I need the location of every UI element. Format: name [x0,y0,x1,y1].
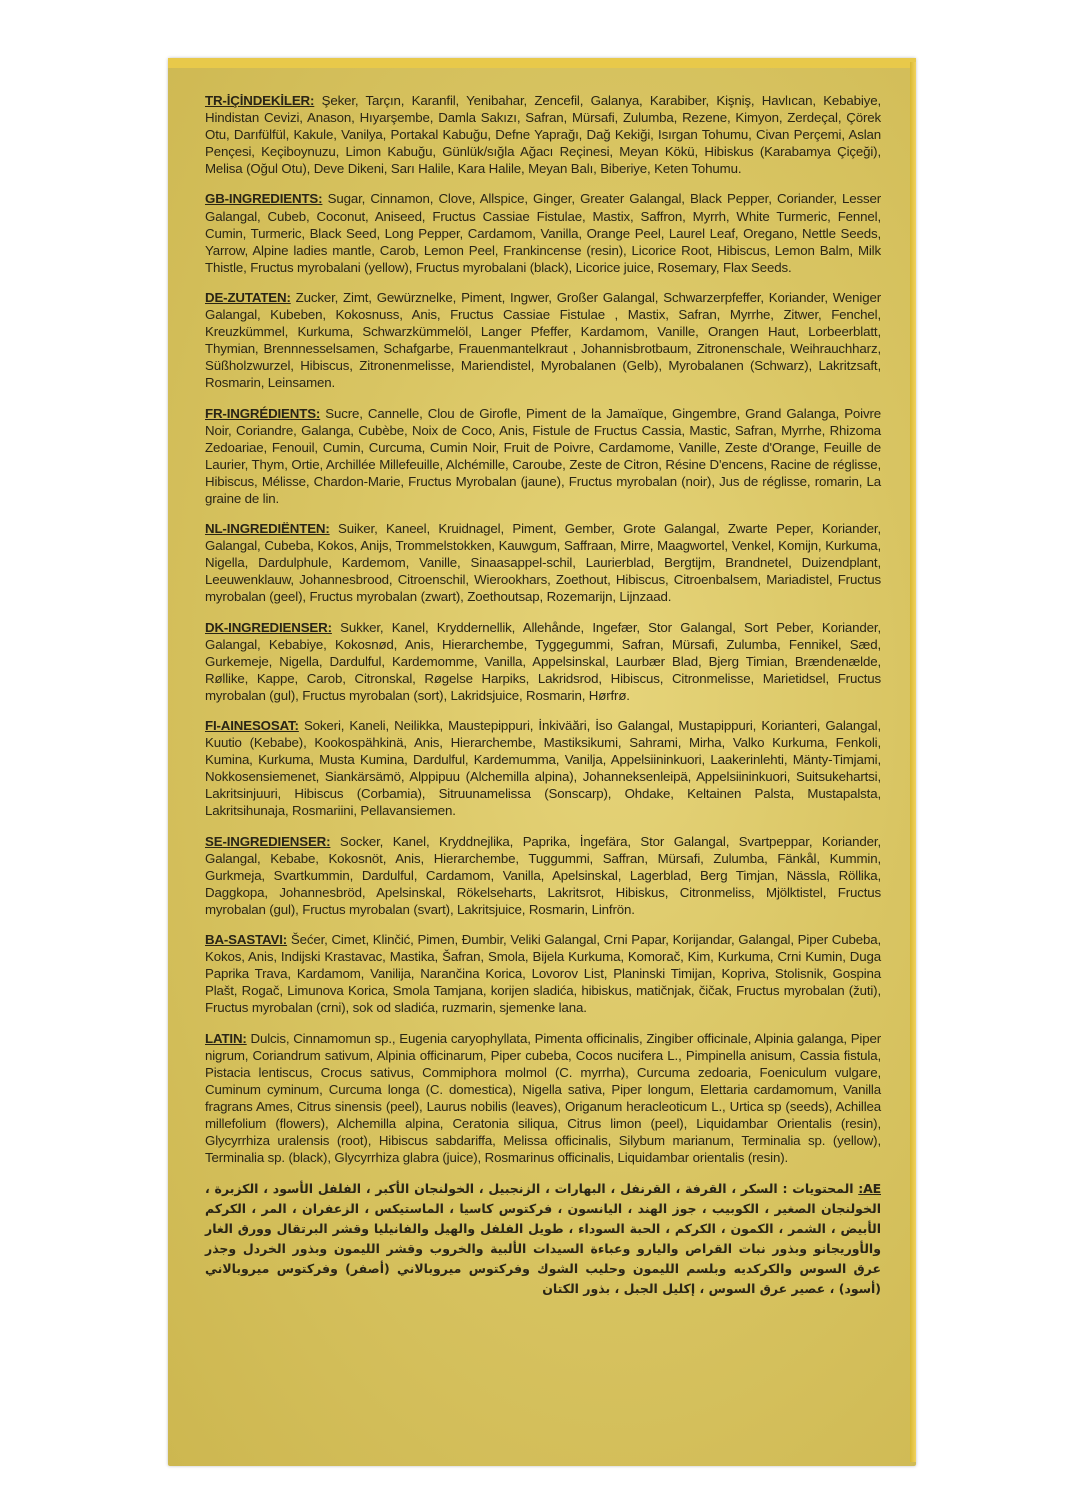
ingredients-ae [205,1179,881,1299]
section-text: Dulcis, Cinnamomun sp., Eugenia caryophyllata, Pimenta officinalis, Zingiber officinale, Alpinia galanga, Piper nigrum, Coriandrum sativum, Alpinia officinarum, Piper cubeba, Cocos nucifera L., Pimpinella anisum, Cassia fistula, Pistacia lentiscus, Crocus sativus, Commiphora molmol (C. myrrha), Curcuma zedoaria, Foeniculum vulgare, Cuminum cyminum, Curcuma longa (C. domestica), Nigella sativa, Piper longum, Elettaria cardamomum, Vanilla fragrans Ames, Citrus sinensis (peel), Laurus nobilis (leaves), Origanum heracleoticum L., Urtica sp (seeds), Achillea millefolium (flowers), Alchemilla alpina, Ceratonia siliqua, Citrus limon (peel), Liquidambar Orientalis (resin), Glycyrrhiza uralensis (root), Hibiscus sabdariffa, Melissa officinalis, Silybum marianum, Terminalia sp. (yellow), Terminalia sp. (black), Glycyrrhiza glabra (juice), Rosmarinus officinalis, Liquidambar orientalis (resin). [205,1030,881,1166]
section-label: DE-ZUTATEN: [205,289,291,305]
ingredients-nl [205,520,881,605]
ingredients-fi [205,717,881,820]
section-label: NL-INGREDIËNTEN: [205,521,330,537]
section-text: Sucre, Cannelle, Clou de Girofle, Piment de la Jamaïque, Gingembre, Grand Galanga, Poivre Noir, Coriandre, Galanga, Cubèbe, Noix de Coco, Anis, Fistule de Fructus Cassia, Mastic, Safran, Myrrhe, Rhizoma Zedoariae, Fenouil, Cumin, Curcuma, Cumin Noir, Fruit de Poivre, Cardamome, Vanille, Zeste d'Orange, Feuille de Laurier, Thym, Ortie, Archillée Millefeuille, Alchémille, Caroube, Zeste de Citron, Résine D'encens, Racine de réglisse, Hibiscus, Mélisse, Chardon-Marie, Fructus Myrobalan (jaune), Fructus myrobalan (noir), Jus de réglisse, romarin, La graine de lin. [205,405,881,506]
section-label: SE-INGREDIENSER: [205,833,331,849]
section-label: FI-AINESOSAT: [205,718,299,733]
ingredients-dk [205,619,881,704]
box-side-flap [910,62,916,1462]
section-text: Zucker, Zimt, Gewürznelke, Piment, Ingwer, Großer Galangal, Schwarzerpfeffer, Koriander, Weniger Galangal, Kubeben, Kokosnuss, Anis, Fructus Cassiae Fistulae , Mastix, Safran, Myrrhe, Zitwer, Fenchel, Kreuzkümmel, Kurkuma, Schwarzkümmelöl, Langer Pfeffer, Kardamom, Vanille, Orangen Haut, Lorbeerblatt, Thymian, Brennnesselsamen, Schafgarbe, Frauenmantelkraut , Johannisbrotbaum, Zitronenschale, Weihrauchharz, Süßholzwurzel, Hibiscus, Zitronenmelisse, Mariendistel, Myrobalanen (Gelb), Myrobalanen (Schwarz), Lakritzsaft, Rosmarin, Leinsamen. [205,289,881,391]
section-label: LATIN: [205,1030,247,1046]
section-text: Sugar, Cinnamon, Clove, Allspice, Ginger, Greater Galangal, Black Pepper, Coriander, Lesser Galangal, Cubeb, Coconut, Aniseed, Fructus Cassiae Fistulae, Mastix, Saffron, Myrrh, White Turmeric, Fennel, Cumin, Turmeric, Black Seed, Long Pepper, Cardamom, Vanilla, Orange Peel, Laurel Leaf, Oregano, Nettle Seeds, Yarrow, Alpine ladies mantle, Carob, Lemon Peel, Frankincense (resin), Licorice Root, Hibiscus, Lemon Balm, Milk Thistle, Fructus myrobalani (yellow), Fructus myrobalani (black), Licorice juice, Rosemary, Flax Seeds. [205,191,881,275]
section-label: AE: [858,1181,881,1197]
section-text: Socker, Kanel, Kryddnejlika, Paprika, İngefära, Stor Galangal, Svartpeppar, Koriander, Galangal, Kebabe, Kokosnöt, Anis, Hierarchembe, Tuggummi, Saffran, Mürsafi, Zulumba, Fänkål, Kummin, Gurkmeja, Svartkummin, Dardulful, Cardamom, Vanilla, Apelsinskal, Lagerblad, Berg Timjan, Nässla, Röllika, Daggkopa, Johannesbröd, Apelsinskal, Rökelseharts, Lakritsrot, Hibiskus, Citronmeliss, Mjölktistel, Fructus myrobalan (gul), Fructus myrobalan (svart), Lakritsjuice, Rosmarin, Linfrön. [205,833,881,917]
section-text: Sokeri, Kaneli, Neilikka, Maustepippuri, İnkiväări, İso Galangal, Mustapippuri, Korianteri, Galangal, Kuutio (Kebabe), Kookospähkinä, Anis, Hierarchembe, Mastiksikumi, Sahrami, Mirha, Valko Kurkuma, Fenkoli, Kumina, Kurkuma, Musta Kumina, Dardulful, Kardemumma, Vanilja, Appelsiininkuori, Laakerinlehti, Mänty-Timjami, Nokkosensiemenet, Siankärsämö, Alppipuu (Alchemilla alpina), Johanneksenleipä, Appelsiininkuori, Suitsukehartsi, Lakritsinjuuri, Hibiscus (Corbamia), Sitruunamelissa (Sonscarp), Ohdake, Keltainen Palsta, Mustapalsta, Lakritsihunaja, Rosmariini, Pellavansiemen. [205,718,881,819]
section-label: FR-INGRÉDIENTS: [205,405,321,421]
ingredients-tr [205,92,881,177]
box-top-flap [168,58,916,68]
ingredients-de [205,289,881,392]
section-text: Şeker, Tarçın, Karanfil, Yenibahar, Zencefil, Galanya, Karabiber, Kişniş, Havlıcan, Kebabiye, Hindistan Cevizi, Anason, Hıyarşembe, Damla Sakızı, Safran, Mürsafi, Zulumba, Rezene, Kimyon, Zerdeçal, Çörek Otu, Darıfülfül, Kakule, Vanilya, Portakal Kabuğu, Defne Yaprağı, Dağ Kekiği, Isırgan Tohumu, Civan Perçemi, Aslan Pençesi, Keçiboynuzu, Limon Kabuğu, Günlük/sığla Ağacı Reçinesi, Meyan Kökü, Hibiskus (Karabamya Çiçeği), Melisa (Oğul Otu), Deve Dikeni, Sarı Halile, Kara Halile, Meyan Balı, Biberiye, Keten Tohumu. [205,93,881,177]
section-label: DK-INGREDIENSER: [205,619,332,635]
ingredients-fr [205,405,881,508]
ingredients-se [205,833,881,918]
ingredients-gb [205,190,881,275]
ingredients-latin [205,1030,881,1167]
section-text: Suiker, Kaneel, Kruidnagel, Piment, Gember, Grote Galangal, Zwarte Peper, Koriander, Galangal, Cubeba, Kokos, Anijs, Trommelstokken, Kauwgum, Saffraan, Mirre, Maagwortel, Venkel, Komijn, Kurkuma, Nigella, Dardulphule, Kardemom, Vanille, Sinaasappel-schil, Laurierblad, Bergtijm, Brandnetel, Duizendplant, Leeuwenklauw, Johannesbrood, Citroenschil, Wierookhars, Zoethout, Hibiscus, Citroenbalsem, Mariadistel, Fructus myrobalan (geel), Fructus myrobalan (zwart), Zoethoutsap, Rozemarijn, Lijnzaad. [205,521,881,605]
section-label: BA-SASTAVI: [205,932,288,948]
ingredients-ba [205,931,881,1016]
section-text: Sukker, Kanel, Kryddernellik, Allehånde, Ingefær, Stor Galangal, Sort Peber, Koriander, Galangal, Kebabiye, Kokosnød, Anis, Hierarchembe, Tyggegummi, Safran, Mürsafi, Zulumba, Fennikel, Sæd, Gurkemeje, Nigella, Dardulful, Kardemomme, Vanilla, Appelsinskal, Laurbær Blad, Bjerg Timian, Brændenælde, Røllike, Kappe, Carob, Citronskal, Røgelse Harpiks, Lakridsrod, Hibiscus, Citronmelisse, Marietidsel, Fructus myrobalan (gul), Fructus myrobalan (sort), Lakridsjuice, Rosmarin, Hørfrø. [205,619,881,703]
ingredients-text-block [205,92,881,1312]
section-label: TR-İÇİNDEKİLER: [205,93,315,108]
section-label: GB-INGREDIENTS: [205,191,323,207]
section-text: Šećer, Cimet, Klinčić, Pimen, Đumbir, Veliki Galangal, Crni Papar, Korijandar, Galangal, Piper Cubeba, Kokos, Anis, Indijski Krastavac, Mastika, Šafran, Smola, Bijela Kurkuma, Komorač, Kim, Kurkuma, Crni Kumin, Duga Paprika Trava, Kardamom, Vanilija, Narančina Korica, Lovorov List, Planinski Timijan, Kopriva, Stolisnik, Gospina Plašt, Rogač, Limunova Korica, Smola Tamjana, korijen sladića, hibiskus, matičnjak, čičak, Fructus myrobalan (žuti), Fructus myrobalan (crni), sok od sladića, ruzmarin, sjemenke lana. [205,932,881,1016]
section-text: المحتويات : السكر ، القرفة ، القرنفل ، البهارات ، الزنجبيل ، الخولنجان الأكبر ، الفلفل الأسود ، الكزبرة ، الخولنجان الصغير ، الكوبيب ، جوز الهند ، اليانسون ، فركتوس كاسيا ، الماستيكس ، الزعفران ، المر ، الكركم الأبيض ، الشمر ، الكمون ، الكركم ، الحبة السوداء ، طويل الفلفل والهيل والفانيليا وقشر البرتقال وورق الغار والأوريجانو وبذور نبات القراص واليارو وعباءة السيدات الألبية والخروب وقشر الليمون وبذور الخردل وجذر عرق السوس والكركديه وبلسم الليمون وحليب الشوك وفركتوس ميروبالاني (أصفر) وفركتوس ميروبالاني (أسود) ، عصير عرق السوس ، إكليل الجبل ، بذور الكتان [205,1181,881,1297]
